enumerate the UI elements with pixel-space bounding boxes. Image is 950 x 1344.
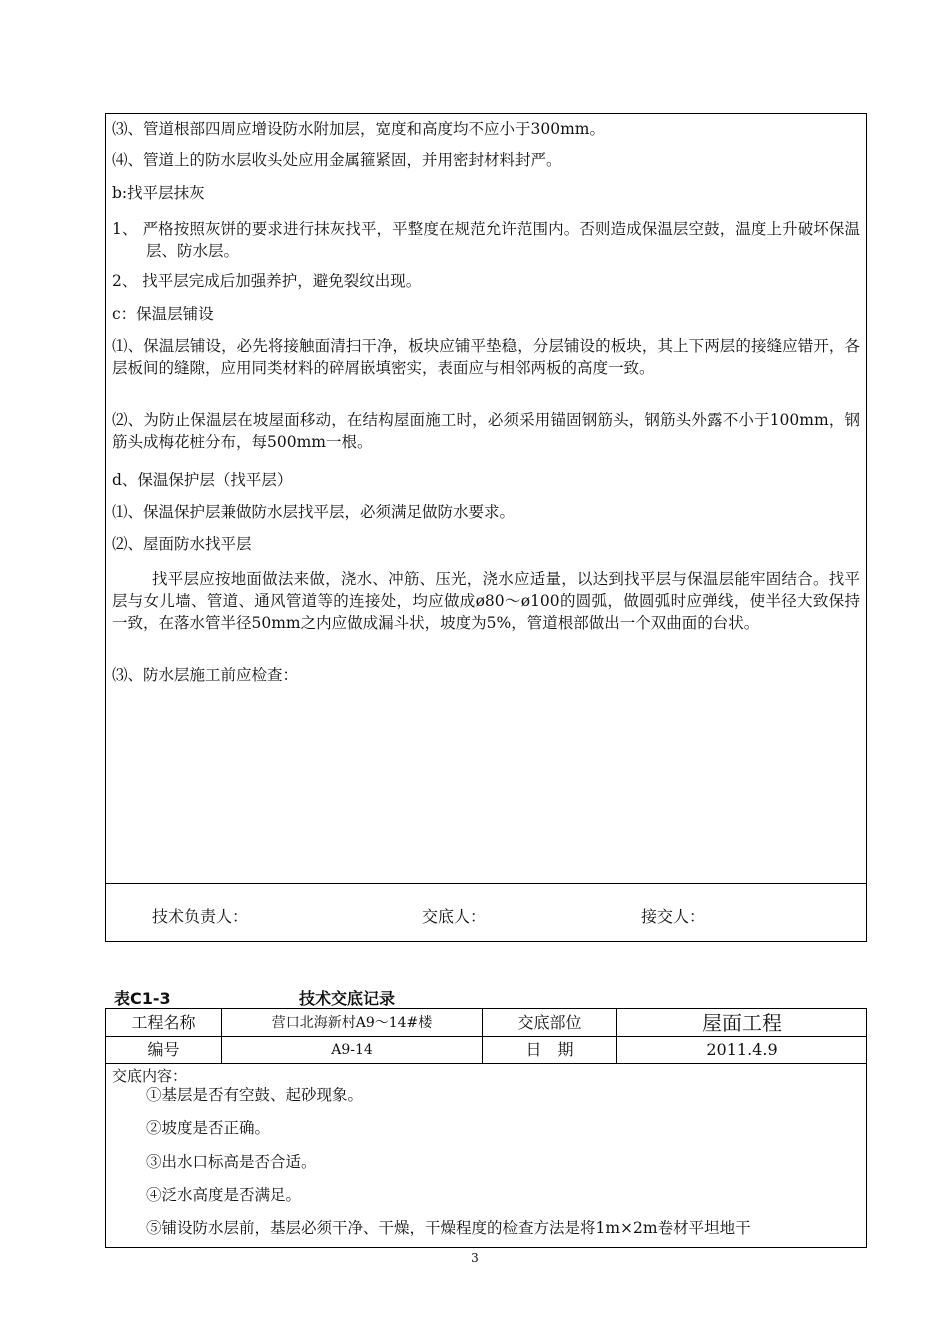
page-number: 3 xyxy=(471,1251,479,1265)
paragraph: 找平层应按地面做法来做，浇水、冲筋、压光，浇水应适量，以达到找平层与保温层能牢固结合。找平层与女儿墙、管道、通风管道等的连接处，均应做成ø80～ø100的圆弧，做圆弧时应弹线，使半径大致保持一致，在落水管半径50mm之内应做成漏斗状，坡度为5%，管道根部做出一个双曲面的台状。 xyxy=(112,570,860,632)
paragraph: ⑷、管道上的防水层收头处应用金属箍紧固，并用密封材料封严。 xyxy=(112,151,562,169)
paragraph: b:找平层抹灰 xyxy=(112,184,205,202)
paragraph: ⑶、防水层施工前应检查： xyxy=(112,666,299,684)
paragraph: ⑶、管道根部四周应增设防水附加层，宽度和高度均不应小于300mm。 xyxy=(112,120,605,138)
tech-lead-signature-label: 技术负责人： xyxy=(152,907,249,926)
paragraph: ⑴、保温保护层兼做防水层找平层，必须满足做防水要求。 xyxy=(112,503,516,521)
handover-signature-label: 交底人： xyxy=(422,907,487,926)
location-label: 交底部位 xyxy=(517,1013,582,1032)
paragraph: ⑴、保温层铺设，必先将接触面清扫干净，板块应铺平垫稳，分层铺设的板块，其上下两层的接缝应错开，各层板间的缝隙，应用同类材料的碎屑嵌填密实，表面应与相邻两板的高度一致。 xyxy=(112,337,860,377)
paragraph: c：保温层铺设 xyxy=(112,305,214,323)
paragraph: ⑵、为防止保温层在坡屋面移动，在结构屋面施工时，必须采用锚固钢筋头，钢筋头外露不小于100mm，钢筋头成梅花桩分布，每500mm一根。 xyxy=(112,411,860,451)
number-label: 编号 xyxy=(147,1040,180,1059)
paragraph: 2、 找平层完成后加强养护，避免裂纹出现。 xyxy=(112,272,422,290)
content-item: ②坡度是否正确。 xyxy=(146,1119,271,1137)
signature-divider xyxy=(106,883,866,884)
paragraph: ⑵、屋面防水找平层 xyxy=(112,535,252,553)
content-item: ④泛水高度是否满足。 xyxy=(146,1186,302,1204)
project-name-value: 营口北海新村A9～14#楼 xyxy=(271,1015,433,1031)
content-item: ⑤铺设防水层前，基层必须干净、干燥，干燥程度的检查方法是将1m×2m卷材平坦地干 xyxy=(146,1219,751,1237)
paragraph: 1、 严格按照灰饼的要求进行抹灰找平，平整度在规范允许范围内。否则造成保温层空鼓，温度上升破坏保温层、防水层。 xyxy=(112,220,860,260)
content-item: ③出水口标高是否合适。 xyxy=(146,1153,317,1171)
project-name-label: 工程名称 xyxy=(131,1013,196,1032)
section1-box xyxy=(105,113,867,942)
number-value: A9-14 xyxy=(331,1042,373,1058)
section2-table xyxy=(105,1008,867,1248)
receiver-signature-label: 接交人： xyxy=(641,907,706,926)
location-value: 屋面工程 xyxy=(702,1011,782,1035)
table-code: 表C1-3 xyxy=(114,989,171,1008)
content-label: 交底内容： xyxy=(112,1067,188,1085)
date-label: 日 期 xyxy=(525,1040,574,1059)
content-item: ①基层是否有空鼓、起砂现象。 xyxy=(146,1086,364,1104)
table-rule xyxy=(106,1063,866,1064)
paragraph: d、保温保护层（找平层） xyxy=(112,471,293,489)
record-title: 技术交底记录 xyxy=(299,989,396,1008)
date-value: 2011.4.9 xyxy=(706,1040,778,1059)
